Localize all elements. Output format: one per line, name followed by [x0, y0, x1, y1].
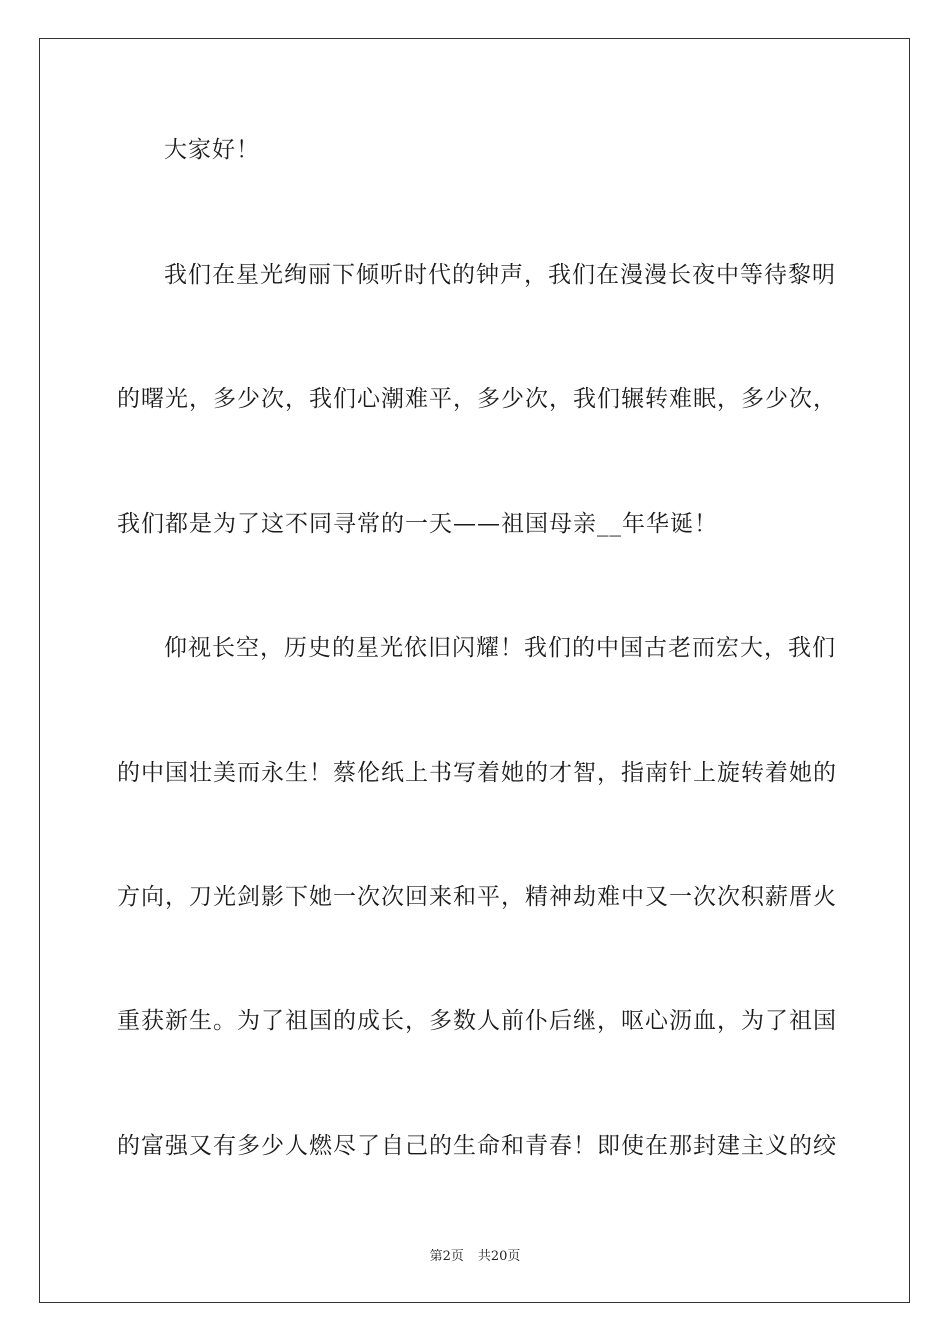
paragraph-1-line-2: 的曙光，多少次，我们心潮难平，多少次，我们辗转难眠，多少次，: [117, 386, 837, 412]
paragraph-1-line-3: 我们都是为了这不同寻常的一天——祖国母亲__年华诞！: [117, 511, 718, 537]
paragraph-2-line-1: 仰视长空，历史的星光依旧闪耀！我们的中国古老而宏大，我们: [164, 635, 836, 661]
page-frame: [39, 38, 910, 1303]
page-total: 共20页: [477, 1249, 521, 1264]
paragraph-2-line-5: 的富强又有多少人燃尽了自己的生命和青春！即使在那封建主义的绞: [117, 1133, 837, 1159]
greeting-line: 大家好！: [164, 137, 260, 163]
page-number: 第2页: [429, 1249, 464, 1264]
paragraph-2-line-4: 重获新生。为了祖国的成长，多数人前仆后继，呕心沥血，为了祖国: [117, 1008, 837, 1034]
paragraph-2-line-3: 方向，刀光剑影下她一次次回来和平，精神劫难中又一次次积薪厝火: [117, 884, 837, 910]
paragraph-1-line-1: 我们在星光绚丽下倾听时代的钟声，我们在漫漫长夜中等待黎明: [164, 262, 836, 288]
paragraph-2-line-2: 的中国壮美而永生！蔡伦纸上书写着她的才智，指南针上旋转着她的: [117, 760, 837, 786]
page-footer: [0, 1248, 950, 1266]
